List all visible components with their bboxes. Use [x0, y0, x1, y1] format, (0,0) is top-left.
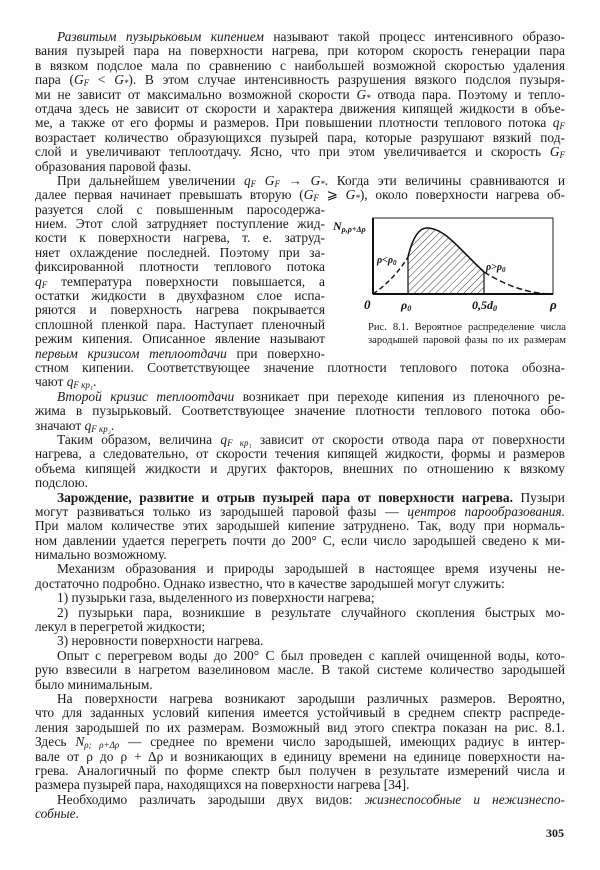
text-line	[35, 217, 325, 231]
text-segment: сплошной пленкой пара. Наступает пленочный	[35, 316, 325, 332]
text-line	[35, 260, 325, 274]
text-segment: фиксированной плотности теплового потока	[35, 259, 325, 275]
text-line	[35, 476, 565, 490]
text-segment: отдача здесь не зависит от скорости и характера движения кипящей жидкости в объе-	[35, 100, 565, 116]
text-segment: слой и увеличивают теплоотдачу. Ясно, что при этом увеличивается и скорость	[35, 144, 550, 160]
text-line	[35, 203, 325, 217]
text-segment: ⩾	[318, 187, 346, 203]
text-segment: вания пузырей пара на поверхности нагрева, при котором скорость генерации пара	[35, 43, 565, 59]
text-segment: F кр₁	[73, 380, 94, 391]
origin-label: 0	[364, 297, 371, 312]
text-line	[35, 678, 565, 692]
left-region-label: $\rho<\rho_0$	[377, 255, 397, 267]
text-segment: .	[75, 806, 79, 822]
text-line	[35, 764, 565, 778]
text-segment: *	[355, 193, 360, 204]
text-line	[35, 390, 565, 404]
text-line	[35, 562, 565, 576]
text-segment: возрастает количество образующихся пузырей пара, которые разрушают вязкий под-	[35, 129, 565, 145]
text-line	[35, 534, 565, 548]
text-segment: ме, а также от его формы и размеров. При повышении плотности теплового потока	[35, 115, 553, 131]
text-segment: . Когда эти величины сравниваются и	[324, 172, 565, 188]
text-segment: F	[559, 150, 565, 161]
text-segment: ρ; ρ+Δρ	[84, 740, 120, 751]
text-segment: G	[73, 72, 84, 88]
text-segment: G	[356, 86, 367, 102]
text-segment: пара (	[35, 72, 74, 88]
text-segment: N	[75, 734, 85, 750]
text-segment: было минимальным.	[35, 676, 153, 692]
text-segment: При дальнейшем увеличении	[57, 172, 244, 188]
text-line	[35, 318, 325, 332]
text-segment: объема кипящей жидкости и других факторов, внешних по отношению к вязкому	[35, 460, 565, 476]
text-segment: На поверхности нагрева возникают зародыши различных размеров. Вероятно,	[57, 690, 565, 706]
caption-line: Рис. 8.1. Вероятное распределение числа	[368, 322, 566, 333]
text-segment: 1) пузырьки газа, выделенного из поверхности нагрева;	[57, 590, 375, 606]
text-segment: q	[220, 431, 228, 447]
text-line	[35, 519, 565, 533]
text-segment: нием. Этот слой затрудняет поступление жид-	[35, 216, 325, 232]
caption-line: зародышей паровой фазы по их размерам	[368, 335, 566, 346]
text-line	[35, 491, 565, 505]
page-number: 305	[546, 826, 564, 840]
text-segment: q	[552, 115, 560, 131]
text-segment: при поверхно-	[226, 345, 326, 361]
text-segment: 3) неровности поверхности нагрева.	[57, 633, 264, 649]
text-segment: ления зародышей по их размерам. Возможный вид этого спектра показан на рис. 8.1.	[35, 719, 565, 735]
text-segment: Развитым пузырьковым кипением	[57, 29, 264, 44]
text-line	[35, 735, 565, 749]
body-text	[35, 30, 565, 821]
text-line	[35, 634, 565, 648]
text-line	[35, 620, 565, 634]
text-segment: кости к поверхности нагрева, т. е. затруд-	[35, 230, 325, 246]
text-segment: что для заданных условий кипения имеется устойчивый в среднем спектр распреде-	[35, 705, 565, 721]
text-segment: отвода пара. Поэтому и тепло-	[370, 86, 566, 102]
text-line	[35, 462, 565, 476]
text-segment: называют такой процесс интенсивного образо-	[263, 29, 566, 44]
text-segment: центров парообразования.	[407, 503, 565, 519]
text-segment: G	[264, 172, 275, 188]
text-line	[35, 347, 325, 361]
text-line	[35, 591, 565, 605]
text-segment: жима в пузырьковый. Соответствующее значение плотности теплового потока обо-	[35, 403, 565, 419]
text-line	[35, 246, 325, 260]
text-segment: q	[243, 172, 251, 188]
text-segment: Таким образом, величина	[57, 431, 221, 447]
text-line	[35, 721, 565, 735]
text-segment: значают	[35, 417, 85, 433]
text-segment: могут развиваться только из зародышей паровой фазы —	[35, 503, 408, 519]
text-segment: .	[110, 417, 115, 433]
text-segment: F	[41, 279, 48, 290]
text-line	[35, 419, 565, 433]
text-segment: Пузыри	[512, 489, 565, 505]
x-tick-rho0: ρ0	[401, 298, 412, 313]
text-segment	[256, 173, 265, 188]
text-line	[35, 375, 565, 389]
text-segment: возникает при переходе кипения из пленочного ре-	[234, 388, 565, 404]
text-segment: .	[93, 374, 97, 390]
text-segment: подслою.	[35, 475, 88, 491]
text-segment: 2) пузырьки пара, возникшие в результате случайного скопления быстрых мо-	[57, 604, 565, 620]
text-line	[35, 447, 565, 461]
text-segment: q	[66, 374, 74, 390]
text-segment: образования паровой фазы.	[35, 158, 192, 174]
text-segment: Здесь	[35, 734, 76, 750]
text-segment: нагрева, а следовательно, от скорости течения кипящей жидкости, формы и размеров	[35, 446, 565, 462]
text-segment: *	[320, 178, 325, 189]
text-segment: G	[310, 172, 321, 188]
text-line	[35, 505, 565, 519]
text-line	[35, 606, 565, 620]
text-line	[35, 577, 565, 591]
text-line	[35, 361, 565, 375]
text-segment: F	[83, 78, 90, 89]
text-segment: няет охлаждение последней. Поэтому при за-	[35, 244, 325, 260]
text-segment: чают	[35, 374, 67, 390]
text-segment: F кр₁	[227, 437, 252, 448]
text-segment: G	[114, 72, 124, 88]
text-line	[35, 160, 565, 174]
text-line	[35, 692, 565, 706]
text-segment: стном кипении. Соответствующее значение плотности теплового потока обозна-	[35, 359, 565, 375]
text-line	[35, 404, 565, 418]
text-segment: вале от ρ до ρ + Δρ и возникающих в единицу времени на единице поверхности на-	[35, 748, 565, 764]
text-segment: рую взвесили в нагретом вазелиновом масле. В такой системе количество зародышей	[35, 662, 565, 678]
text-segment: ряются и поверхность нагрева покрывается	[35, 302, 325, 318]
text-segment: достаточно подробно. Однако известно, что в качестве зародышей могут служить:	[35, 575, 505, 591]
text-line	[35, 88, 565, 102]
text-line	[35, 275, 325, 289]
text-line	[35, 663, 565, 677]
text-line	[35, 778, 565, 792]
text-segment: собные	[35, 806, 76, 822]
text-segment: Механизм образования и природы зародышей в настоящее время изучены не-	[57, 561, 565, 577]
text-segment: F кр₂	[91, 423, 111, 434]
text-segment: *	[123, 78, 129, 89]
text-segment: лекул в перегретой жидкости;	[35, 619, 206, 635]
text-segment: зависит от скорости отвода пара от поверхности	[251, 431, 565, 447]
text-line	[35, 59, 565, 73]
text-segment: жизнеспособные и нежизнеспо-	[364, 791, 565, 807]
text-line	[35, 30, 565, 44]
text-segment: разуется слой с повышенным паросодержа-	[35, 201, 325, 217]
text-segment: далее первая начинает превышать вторую (	[35, 187, 304, 203]
text-segment: ми не зависит от максимально возможной скорости	[35, 86, 357, 102]
text-segment: F	[274, 178, 280, 189]
text-line	[35, 231, 325, 245]
text-segment: первым кризисом теплоотдачи	[35, 345, 227, 361]
text-line	[35, 548, 565, 562]
text-segment: Зарождение, развитие и отрыв пузырей пара от поверхности нагрева.	[57, 489, 513, 505]
text-segment: <	[89, 72, 115, 88]
text-segment: ном давлении удается перегреть почти до 200° С, если число зародышей сведено к ми-	[35, 532, 565, 548]
text-segment: q	[35, 273, 42, 289]
x-axis-label: ρ	[550, 297, 557, 312]
text-line	[35, 807, 565, 821]
text-line	[35, 750, 565, 764]
text-line	[35, 433, 565, 447]
text-segment: F	[313, 193, 319, 204]
text-segment: G	[345, 187, 356, 203]
text-line	[35, 332, 325, 346]
right-region-label: $\rho>\rho_0$	[486, 262, 506, 274]
text-line	[35, 706, 565, 720]
text-line	[35, 131, 565, 145]
text-line	[35, 145, 565, 159]
text-segment: G	[549, 144, 560, 160]
text-segment: ), около поверхности нагрева об-	[359, 187, 566, 203]
text-line	[35, 188, 565, 202]
text-segment: →	[279, 172, 311, 188]
text-line	[35, 102, 565, 116]
text-segment: Второй кризис теплоотдачи	[57, 388, 235, 404]
text-line	[35, 73, 565, 87]
y-axis-label: Nρ,ρ+Δρ	[333, 219, 366, 234]
text-line	[35, 289, 325, 303]
text-segment: F	[250, 178, 257, 189]
text-line	[35, 44, 565, 58]
text-segment: остатки жидкости в двухфазном слое испа-	[35, 288, 325, 304]
text-line	[35, 793, 565, 807]
text-segment: — среднее по времени число зародышей, имеющих радиус в интер-	[119, 734, 565, 750]
text-segment: режим кипения. Описанное явление называют	[35, 331, 325, 347]
text-segment: *	[366, 92, 371, 103]
text-segment: размера пузырей пара, находящихся на поверхности нагрева [34].	[35, 777, 410, 793]
text-segment: q	[84, 417, 92, 433]
text-line	[35, 649, 565, 663]
text-segment: грева. Аналогичный по форме спектр был получен в результате измерений числа и	[35, 762, 565, 778]
text-segment: G	[303, 187, 314, 203]
text-segment: ). В этом случае интенсивность разрушения вязкого подслоя пузыря-	[128, 72, 566, 88]
text-line	[35, 116, 565, 130]
text-line	[35, 174, 565, 188]
text-segment: Опыт с перегревом воды до 200° С был проведен с каплей очищенной воды, кото-	[57, 647, 565, 663]
figure-caption	[368, 321, 566, 347]
text-segment: нимально возможному.	[35, 547, 167, 563]
text-segment: При малом количестве этих зародышей кипение затруднено. Так, воду при нормаль-	[35, 518, 565, 534]
text-segment: F	[559, 121, 565, 132]
text-segment: температура поверхности повышается, а	[47, 273, 325, 289]
text-line	[35, 303, 325, 317]
text-segment: Необходимо различать зародыши двух видов:	[57, 791, 365, 807]
text-segment: в вязком подслое мала по сравнению с наибольшей возможной скоростью удаления	[35, 57, 565, 73]
x-tick-half-d0: 0,5d0	[472, 298, 497, 313]
